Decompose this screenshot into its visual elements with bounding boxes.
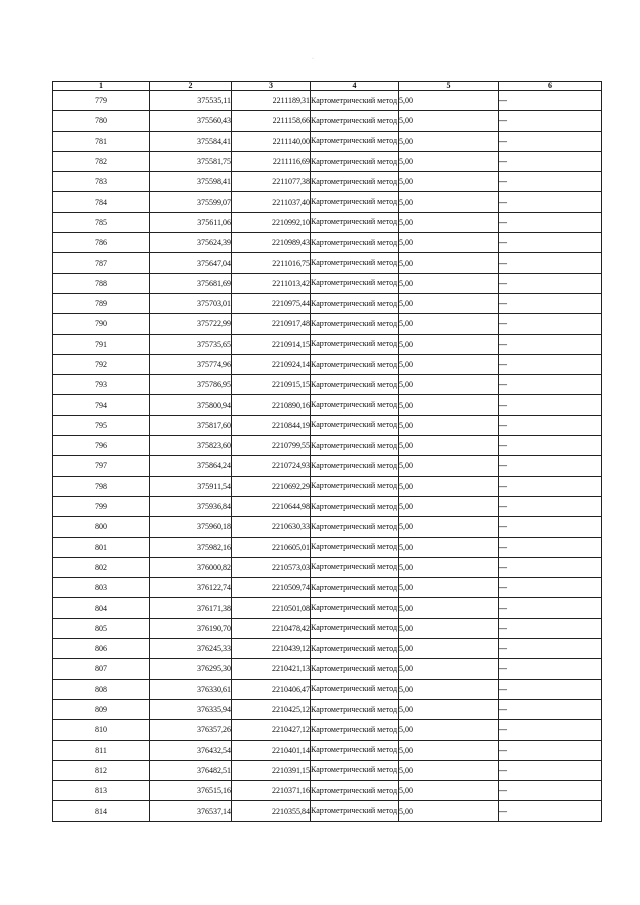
point-number-cell: 811: [53, 740, 150, 760]
note-cell: —: [499, 578, 602, 598]
point-number-cell: 786: [53, 233, 150, 253]
table-row: [53, 476, 602, 496]
header-row: [53, 82, 602, 91]
note-cell: —: [499, 233, 602, 253]
table-row: [53, 354, 602, 374]
y-coordinate-cell: 2210989,43: [232, 233, 311, 253]
accuracy-cell: 5,00: [399, 172, 499, 192]
note-cell: —: [499, 740, 602, 760]
table-row: [53, 456, 602, 476]
table-row: [53, 131, 602, 151]
accuracy-cell: 5,00: [399, 720, 499, 740]
y-coordinate-cell: 2210915,15: [232, 375, 311, 395]
y-coordinate-cell: 2211016,75: [232, 253, 311, 273]
note-cell: —: [499, 699, 602, 719]
y-coordinate-cell: 2210509,74: [232, 578, 311, 598]
point-number-cell: 784: [53, 192, 150, 212]
header-col-2: 2: [150, 82, 232, 91]
table-row: [53, 253, 602, 273]
x-coordinate-cell: 376330,61: [150, 679, 232, 699]
note-cell: —: [499, 111, 602, 131]
y-coordinate-cell: 2211013,42: [232, 273, 311, 293]
y-coordinate-cell: 2210427,12: [232, 720, 311, 740]
header-col-3: 3: [232, 82, 311, 91]
x-coordinate-cell: 375817,60: [150, 415, 232, 435]
table-row: [53, 639, 602, 659]
accuracy-cell: 5,00: [399, 760, 499, 780]
note-cell: —: [499, 781, 602, 801]
point-number-cell: 799: [53, 496, 150, 516]
x-coordinate-cell: 375560,43: [150, 111, 232, 131]
table-row: [53, 151, 602, 171]
method-cell: Картометрический метод: [311, 192, 399, 212]
accuracy-cell: 5,00: [399, 456, 499, 476]
x-coordinate-cell: 376515,16: [150, 781, 232, 801]
method-cell: Картометрический метод: [311, 212, 399, 232]
y-coordinate-cell: 2211077,38: [232, 172, 311, 192]
method-cell: Картометрический метод: [311, 496, 399, 516]
x-coordinate-cell: 375960,18: [150, 517, 232, 537]
accuracy-cell: 5,00: [399, 781, 499, 801]
x-coordinate-cell: 375864,24: [150, 456, 232, 476]
note-cell: —: [499, 639, 602, 659]
accuracy-cell: 5,00: [399, 111, 499, 131]
method-cell: Картометрический метод: [311, 720, 399, 740]
accuracy-cell: 5,00: [399, 233, 499, 253]
note-cell: —: [499, 557, 602, 577]
y-coordinate-cell: 2211140,00: [232, 131, 311, 151]
point-number-cell: 807: [53, 659, 150, 679]
accuracy-cell: 5,00: [399, 639, 499, 659]
y-coordinate-cell: 2210401,14: [232, 740, 311, 760]
header-col-1: 1: [53, 82, 150, 91]
accuracy-cell: 5,00: [399, 375, 499, 395]
x-coordinate-cell: 376190,70: [150, 618, 232, 638]
x-coordinate-cell: 375681,69: [150, 273, 232, 293]
x-coordinate-cell: 376482,51: [150, 760, 232, 780]
note-cell: —: [499, 618, 602, 638]
method-cell: Картометрический метод: [311, 273, 399, 293]
accuracy-cell: 5,00: [399, 192, 499, 212]
method-cell: Картометрический метод: [311, 740, 399, 760]
method-cell: Картометрический метод: [311, 801, 399, 821]
note-cell: —: [499, 334, 602, 354]
y-coordinate-cell: 2210371,16: [232, 781, 311, 801]
accuracy-cell: 5,00: [399, 314, 499, 334]
method-cell: Картометрический метод: [311, 679, 399, 699]
note-cell: —: [499, 415, 602, 435]
point-number-cell: 785: [53, 212, 150, 232]
x-coordinate-cell: 376122,74: [150, 578, 232, 598]
table-body: [53, 91, 602, 822]
accuracy-cell: 5,00: [399, 557, 499, 577]
x-coordinate-cell: 375535,11: [150, 91, 232, 111]
x-coordinate-cell: 376432,54: [150, 740, 232, 760]
method-cell: Картометрический метод: [311, 456, 399, 476]
method-cell: Картометрический метод: [311, 233, 399, 253]
method-cell: Картометрический метод: [311, 334, 399, 354]
y-coordinate-cell: 2210406,47: [232, 679, 311, 699]
table-row: [53, 598, 602, 618]
accuracy-cell: 5,00: [399, 699, 499, 719]
point-number-cell: 812: [53, 760, 150, 780]
scan-speck: ·: [312, 56, 314, 62]
note-cell: —: [499, 496, 602, 516]
accuracy-cell: 5,00: [399, 273, 499, 293]
x-coordinate-cell: 376171,38: [150, 598, 232, 618]
header-col-5: 5: [399, 82, 499, 91]
note-cell: —: [499, 354, 602, 374]
point-number-cell: 813: [53, 781, 150, 801]
table-row: [53, 375, 602, 395]
y-coordinate-cell: 2210799,55: [232, 436, 311, 456]
x-coordinate-cell: 375599,07: [150, 192, 232, 212]
table-row: [53, 557, 602, 577]
y-coordinate-cell: 2210421,13: [232, 659, 311, 679]
accuracy-cell: 5,00: [399, 537, 499, 557]
point-number-cell: 790: [53, 314, 150, 334]
x-coordinate-cell: 375703,01: [150, 293, 232, 313]
table-row: [53, 659, 602, 679]
table-row: [53, 415, 602, 435]
method-cell: Картометрический метод: [311, 415, 399, 435]
header-col-6: 6: [499, 82, 602, 91]
note-cell: —: [499, 679, 602, 699]
x-coordinate-cell: 375598,41: [150, 172, 232, 192]
point-number-cell: 787: [53, 253, 150, 273]
method-cell: Картометрический метод: [311, 760, 399, 780]
note-cell: —: [499, 131, 602, 151]
point-number-cell: 779: [53, 91, 150, 111]
method-cell: Картометрический метод: [311, 253, 399, 273]
accuracy-cell: 5,00: [399, 679, 499, 699]
accuracy-cell: 5,00: [399, 253, 499, 273]
table-row: [53, 273, 602, 293]
accuracy-cell: 5,00: [399, 151, 499, 171]
method-cell: Картометрический метод: [311, 578, 399, 598]
method-cell: Картометрический метод: [311, 436, 399, 456]
accuracy-cell: 5,00: [399, 659, 499, 679]
accuracy-cell: 5,00: [399, 293, 499, 313]
point-number-cell: 806: [53, 639, 150, 659]
x-coordinate-cell: 375786,95: [150, 375, 232, 395]
point-number-cell: 809: [53, 699, 150, 719]
accuracy-cell: 5,00: [399, 354, 499, 374]
table-row: [53, 740, 602, 760]
y-coordinate-cell: 2210644,98: [232, 496, 311, 516]
table-row: [53, 679, 602, 699]
point-number-cell: 810: [53, 720, 150, 740]
table-row: [53, 293, 602, 313]
point-number-cell: 805: [53, 618, 150, 638]
table-row: [53, 699, 602, 719]
y-coordinate-cell: 2210391,15: [232, 760, 311, 780]
x-coordinate-cell: 375774,96: [150, 354, 232, 374]
accuracy-cell: 5,00: [399, 517, 499, 537]
method-cell: Картометрический метод: [311, 395, 399, 415]
point-number-cell: 792: [53, 354, 150, 374]
table-row: [53, 314, 602, 334]
point-number-cell: 788: [53, 273, 150, 293]
y-coordinate-cell: 2210724,93: [232, 456, 311, 476]
point-number-cell: 801: [53, 537, 150, 557]
method-cell: Картометрический метод: [311, 314, 399, 334]
point-number-cell: 791: [53, 334, 150, 354]
note-cell: —: [499, 598, 602, 618]
point-number-cell: 794: [53, 395, 150, 415]
note-cell: —: [499, 456, 602, 476]
method-cell: Картометрический метод: [311, 557, 399, 577]
method-cell: Картометрический метод: [311, 598, 399, 618]
y-coordinate-cell: 2210605,01: [232, 537, 311, 557]
note-cell: —: [499, 192, 602, 212]
x-coordinate-cell: 375584,41: [150, 131, 232, 151]
table-row: [53, 618, 602, 638]
table-row: [53, 781, 602, 801]
x-coordinate-cell: 375735,65: [150, 334, 232, 354]
accuracy-cell: 5,00: [399, 212, 499, 232]
method-cell: Картометрический метод: [311, 354, 399, 374]
y-coordinate-cell: 2210501,08: [232, 598, 311, 618]
y-coordinate-cell: 2210924,14: [232, 354, 311, 374]
x-coordinate-cell: 375581,75: [150, 151, 232, 171]
accuracy-cell: 5,00: [399, 415, 499, 435]
x-coordinate-cell: 376245,33: [150, 639, 232, 659]
method-cell: Картометрический метод: [311, 172, 399, 192]
point-number-cell: 808: [53, 679, 150, 699]
y-coordinate-cell: 2210975,44: [232, 293, 311, 313]
x-coordinate-cell: 375800,94: [150, 395, 232, 415]
table-row: [53, 172, 602, 192]
y-coordinate-cell: 2210844,19: [232, 415, 311, 435]
method-cell: Картометрический метод: [311, 659, 399, 679]
point-number-cell: 796: [53, 436, 150, 456]
point-number-cell: 800: [53, 517, 150, 537]
note-cell: —: [499, 659, 602, 679]
accuracy-cell: 5,00: [399, 476, 499, 496]
accuracy-cell: 5,00: [399, 618, 499, 638]
point-number-cell: 782: [53, 151, 150, 171]
note-cell: —: [499, 537, 602, 557]
method-cell: Картометрический метод: [311, 111, 399, 131]
y-coordinate-cell: 2210692,29: [232, 476, 311, 496]
table-row: [53, 111, 602, 131]
y-coordinate-cell: 2210890,16: [232, 395, 311, 415]
point-number-cell: 781: [53, 131, 150, 151]
accuracy-cell: 5,00: [399, 91, 499, 111]
point-number-cell: 789: [53, 293, 150, 313]
y-coordinate-cell: 2210992,10: [232, 212, 311, 232]
note-cell: —: [499, 720, 602, 740]
point-number-cell: 795: [53, 415, 150, 435]
method-cell: Картометрический метод: [311, 517, 399, 537]
method-cell: Картометрический метод: [311, 131, 399, 151]
method-cell: Картометрический метод: [311, 91, 399, 111]
accuracy-cell: 5,00: [399, 578, 499, 598]
y-coordinate-cell: 2211037,40: [232, 192, 311, 212]
table-row: [53, 91, 602, 111]
y-coordinate-cell: 2210478,42: [232, 618, 311, 638]
method-cell: Картометрический метод: [311, 618, 399, 638]
y-coordinate-cell: 2211158,66: [232, 111, 311, 131]
x-coordinate-cell: 375624,39: [150, 233, 232, 253]
table-row: [53, 334, 602, 354]
method-cell: Картометрический метод: [311, 476, 399, 496]
note-cell: —: [499, 801, 602, 821]
table-row: [53, 517, 602, 537]
method-cell: Картометрический метод: [311, 781, 399, 801]
note-cell: —: [499, 760, 602, 780]
coordinates-table: [52, 81, 602, 822]
note-cell: —: [499, 517, 602, 537]
table-row: [53, 720, 602, 740]
x-coordinate-cell: 375936,84: [150, 496, 232, 516]
y-coordinate-cell: 2210914,15: [232, 334, 311, 354]
accuracy-cell: 5,00: [399, 395, 499, 415]
y-coordinate-cell: 2211189,31: [232, 91, 311, 111]
note-cell: —: [499, 314, 602, 334]
x-coordinate-cell: 376537,14: [150, 801, 232, 821]
method-cell: Картометрический метод: [311, 151, 399, 171]
x-coordinate-cell: 375911,54: [150, 476, 232, 496]
accuracy-cell: 5,00: [399, 598, 499, 618]
note-cell: —: [499, 395, 602, 415]
note-cell: —: [499, 436, 602, 456]
table-row: [53, 801, 602, 821]
point-number-cell: 780: [53, 111, 150, 131]
accuracy-cell: 5,00: [399, 131, 499, 151]
y-coordinate-cell: 2210355,84: [232, 801, 311, 821]
point-number-cell: 803: [53, 578, 150, 598]
x-coordinate-cell: 375647,04: [150, 253, 232, 273]
x-coordinate-cell: 376335,94: [150, 699, 232, 719]
table-row: [53, 192, 602, 212]
x-coordinate-cell: 375611,06: [150, 212, 232, 232]
table-row: [53, 212, 602, 232]
y-coordinate-cell: 2210439,12: [232, 639, 311, 659]
point-number-cell: 793: [53, 375, 150, 395]
table-row: [53, 496, 602, 516]
accuracy-cell: 5,00: [399, 801, 499, 821]
note-cell: —: [499, 476, 602, 496]
note-cell: —: [499, 151, 602, 171]
note-cell: —: [499, 293, 602, 313]
point-number-cell: 798: [53, 476, 150, 496]
method-cell: Картометрический метод: [311, 293, 399, 313]
accuracy-cell: 5,00: [399, 740, 499, 760]
x-coordinate-cell: 376000,82: [150, 557, 232, 577]
table-row: [53, 537, 602, 557]
method-cell: Картометрический метод: [311, 639, 399, 659]
point-number-cell: 802: [53, 557, 150, 577]
table-row: [53, 395, 602, 415]
x-coordinate-cell: 375982,16: [150, 537, 232, 557]
accuracy-cell: 5,00: [399, 334, 499, 354]
note-cell: —: [499, 273, 602, 293]
x-coordinate-cell: 376295,30: [150, 659, 232, 679]
x-coordinate-cell: 375823,60: [150, 436, 232, 456]
y-coordinate-cell: 2210573,03: [232, 557, 311, 577]
table-row: [53, 760, 602, 780]
method-cell: Картометрический метод: [311, 537, 399, 557]
note-cell: —: [499, 253, 602, 273]
table-row: [53, 233, 602, 253]
point-number-cell: 783: [53, 172, 150, 192]
y-coordinate-cell: 2210425,12: [232, 699, 311, 719]
note-cell: —: [499, 172, 602, 192]
note-cell: —: [499, 91, 602, 111]
note-cell: —: [499, 375, 602, 395]
header-col-4: 4: [311, 82, 399, 91]
method-cell: Картометрический метод: [311, 699, 399, 719]
point-number-cell: 814: [53, 801, 150, 821]
y-coordinate-cell: 2211116,69: [232, 151, 311, 171]
x-coordinate-cell: 376357,26: [150, 720, 232, 740]
accuracy-cell: 5,00: [399, 496, 499, 516]
point-number-cell: 804: [53, 598, 150, 618]
accuracy-cell: 5,00: [399, 436, 499, 456]
note-cell: —: [499, 212, 602, 232]
point-number-cell: 797: [53, 456, 150, 476]
method-cell: Картометрический метод: [311, 375, 399, 395]
x-coordinate-cell: 375722,99: [150, 314, 232, 334]
y-coordinate-cell: 2210630,33: [232, 517, 311, 537]
table-row: [53, 578, 602, 598]
table-row: [53, 436, 602, 456]
y-coordinate-cell: 2210917,48: [232, 314, 311, 334]
